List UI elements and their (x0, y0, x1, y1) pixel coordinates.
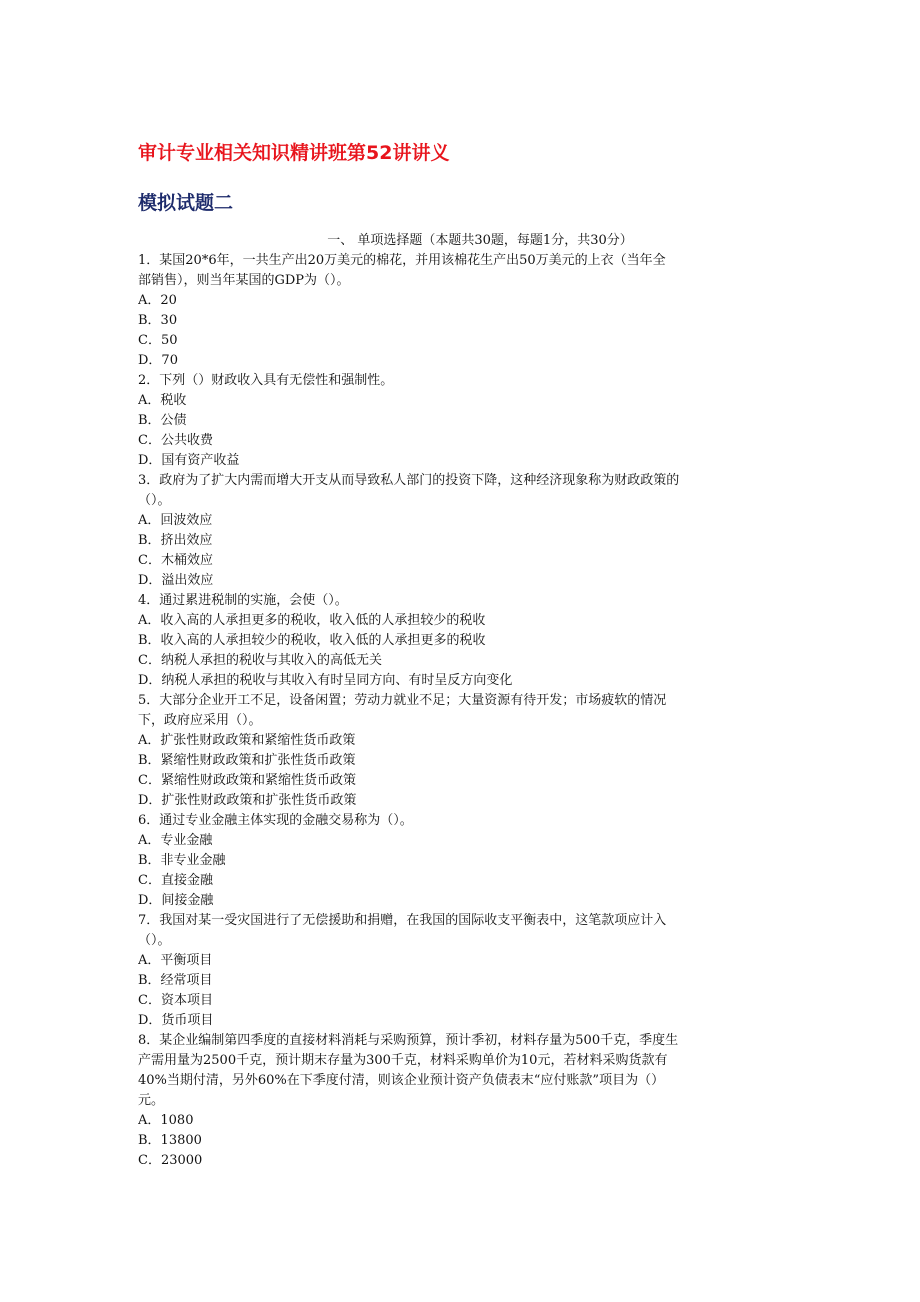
text-line: D．纳税人承担的税收与其收入有时呈同方向、有时呈反方向变化 (138, 673, 513, 688)
text-line: C．紧缩性财政政策和紧缩性货币政策 (138, 773, 356, 788)
text-line: （）。 (138, 493, 171, 508)
text-line: 8．某企业编制第四季度的直接材料消耗与采购预算，预计季初，材料存量为500千克，季度生 (138, 1033, 679, 1048)
document-title: 审计专业相关知识精讲班第52讲讲义 (138, 142, 450, 164)
text-line: C．23000 (138, 1153, 203, 1168)
text-line: A．20 (138, 293, 177, 308)
text-line: D．70 (138, 353, 178, 368)
text-line: 5．大部分企业开工不足，设备闲置；劳动力就业不足；大量资源有待开发；市场疲软的情况 (138, 693, 667, 708)
text-line: D．货币项目 (138, 1013, 214, 1028)
text-line: C．纳税人承担的税收与其收入的高低无关 (138, 653, 382, 668)
text-line: C．公共收费 (138, 433, 213, 448)
text-line: 40%当期付清，另外60%在下季度付清，则该企业预计资产负债表末“应付账款”项目为（） (138, 1073, 665, 1088)
text-line: B．公债 (138, 413, 187, 428)
text-line: 产需用量为2500千克，预计期末存量为300千克，材料采购单价为10元，若材料采购货款有 (138, 1053, 668, 1068)
text-line: D．扩张性财政政策和扩张性货币政策 (138, 793, 357, 808)
text-line: A．1080 (138, 1113, 194, 1128)
text-line: A．回波效应 (138, 513, 213, 528)
text-line: B．紧缩性财政政策和扩张性货币政策 (138, 753, 356, 768)
text-line: C．木桶效应 (138, 553, 213, 568)
text-line: D．溢出效应 (138, 573, 214, 588)
text-line: A．扩张性财政政策和紧缩性货币政策 (138, 733, 356, 748)
text-line: （）。 (138, 933, 171, 948)
section-heading: 一、 单项选择题（本题共30题，每题1分，共30分） (327, 233, 633, 248)
question-text-body (138, 251, 783, 1171)
text-line: C．直接金融 (138, 873, 213, 888)
text-line: A．专业金融 (138, 833, 213, 848)
text-line: 2．下列（）财政收入具有无偿性和强制性。 (138, 373, 394, 388)
text-line: A．平衡项目 (138, 953, 213, 968)
text-line: 3．政府为了扩大内需而增大开支从而导致私人部门的投资下降，这种经济现象称为财政政策的 (138, 473, 680, 488)
text-line: 6．通过专业金融主体实现的金融交易称为（）。 (138, 813, 413, 828)
text-line: A．收入高的人承担更多的税收，收入低的人承担较少的税收 (138, 613, 486, 628)
text-line: A．税收 (138, 393, 187, 408)
text-line: 1．某国20*6年，一共生产出20万美元的棉花，并用该棉花生产出50万美元的上衣（当年全 (138, 253, 666, 268)
text-line: 元。 (138, 1093, 165, 1108)
text-line: B．非专业金融 (138, 853, 226, 868)
text-line: 4．通过累进税制的实施，会使（）。 (138, 593, 348, 608)
document-subtitle: 模拟试题二 (138, 192, 234, 214)
text-line: D．间接金融 (138, 893, 214, 908)
text-line: B．经常项目 (138, 973, 213, 988)
text-line: B．13800 (138, 1133, 202, 1148)
text-line: C．50 (138, 333, 178, 348)
text-line: 下，政府应采用（）。 (138, 713, 262, 728)
text-line: 部销售），则当年某国的GDP为（）。 (138, 273, 350, 288)
text-line: B．收入高的人承担较少的税收，收入低的人承担更多的税收 (138, 633, 486, 648)
text-line: C．资本项目 (138, 993, 213, 1008)
text-line: D．国有资产收益 (138, 453, 240, 468)
text-line: B．挤出效应 (138, 533, 213, 548)
text-line: B．30 (138, 313, 178, 328)
text-line: 7．我国对某一受灾国进行了无偿援助和捐赠，在我国的国际收支平衡表中，这笔款项应计入 (138, 913, 667, 928)
